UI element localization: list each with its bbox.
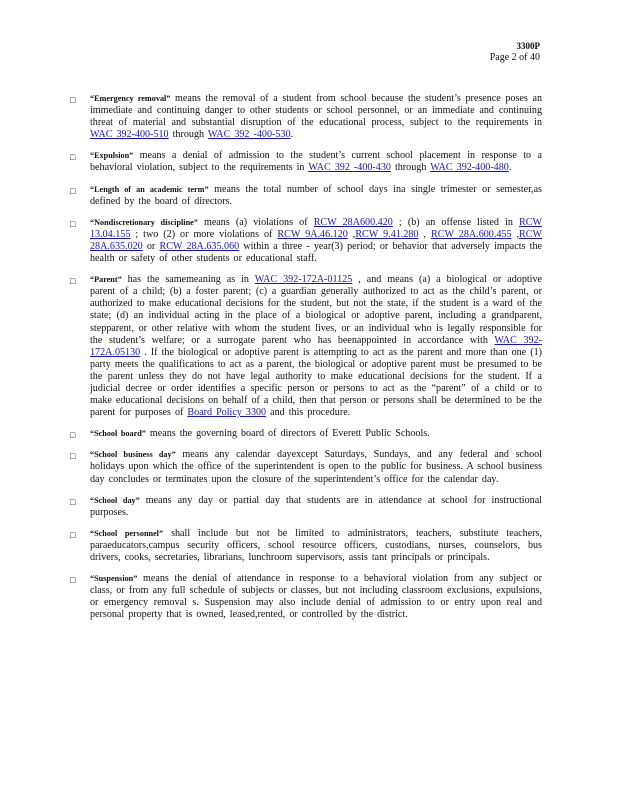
definition-text: ,: [347, 228, 356, 240]
definition-text: means any day or partial day that students are in attendance at school for instructional purposes.: [90, 494, 542, 518]
reference-link[interactable]: Board Policy 3300: [187, 407, 267, 419]
bullet-box-icon: □: [70, 276, 76, 287]
reference-link[interactable]: WAC 392-400-480: [430, 162, 509, 174]
definition-text: or: [142, 240, 160, 252]
defined-term: “Length of an academic term”: [90, 184, 209, 194]
definition-text: means (a) violations of: [197, 216, 314, 228]
definition-suspension: [70, 573, 542, 621]
definition-parent: [70, 274, 542, 419]
definition-text: ; (b) an offense listed in: [392, 216, 520, 228]
definition-text: means the denial of attendance in response to a behavioral violation from any subject or class, or from any full schedule of subjects or classes, but not including classroom exclusions, expulsions, or emergency removal s. Suspension may also include denial of admission to or entry upon real and personal property that is owned, leased,rented, or controlled by the district.: [90, 573, 542, 621]
defined-term: “Parent”: [90, 275, 122, 285]
definition-text: ,: [418, 228, 431, 240]
reference-link[interactable]: RCW 9A.46.120: [277, 228, 348, 240]
definition-emergency-removal: [70, 93, 542, 141]
definition-nondiscretionary-discipline: [70, 217, 542, 265]
bullet-box-icon: □: [70, 95, 76, 105]
definition-text: , and means (a) a biological or adoptive parent of a child; (b) a foster parent; (c) a guardian generally authorized to act as the child’s parent, or authorized to make educational decisions for the student, but not the state, if the student is a ward of the state; (d) an individual acting in the place of a biological or adoptive parent, including a grandparent, stepparent, or other relative with whom the student lives, or an individual who is legally responsible for the student’s welfare; or a surrogate parent who has beenappointed in accordance with: [90, 274, 542, 346]
defined-term: “Emergency removal”: [90, 94, 171, 103]
defined-term: “Nondiscretionary discipline”: [90, 217, 198, 227]
definition-length-of-academic-term: [70, 184, 542, 208]
reference-link[interactable]: RCW 9.41.280: [355, 228, 419, 240]
reference-link[interactable]: RCW 28A600.420: [313, 216, 393, 228]
reference-link[interactable]: WAC 392-400-510: [90, 129, 169, 141]
procedure-code: 3300P: [516, 41, 540, 51]
reference-link[interactable]: RCW 28A.635.060: [159, 240, 240, 252]
definition-school-board: [70, 428, 542, 440]
bullet-box-icon: □: [70, 529, 76, 540]
definition-text: has the samemeaning as in: [121, 274, 255, 286]
defined-term: “Expulsion”: [90, 151, 134, 161]
defined-term: “School board”: [90, 429, 146, 439]
definition-school-business-day: [70, 449, 542, 485]
definition-text: through: [390, 162, 431, 174]
bullet-box-icon: □: [70, 575, 76, 586]
definition-text: ; two (2) or more violations of: [130, 228, 278, 240]
defined-term: “Suspension”: [90, 574, 138, 584]
definition-text: means the removal of a student from school because the student’s presence poses an immediate and continuing danger to other students or school personnel, or an immediate and continuing threat of material and substantial disruption of the educational process, subject to the requirements in: [90, 93, 542, 129]
defined-term: “School business day”: [90, 450, 176, 460]
definition-text: .: [290, 129, 294, 141]
reference-link[interactable]: WAC 392 -400-430: [308, 162, 391, 174]
definition-text: ,: [511, 228, 520, 240]
reference-link[interactable]: WAC 392-172A.05130: [90, 334, 542, 358]
definition-text: through: [168, 129, 208, 141]
reference-link[interactable]: RCW 28A.635.020: [90, 228, 543, 252]
definition-school-personnel: [70, 528, 542, 564]
definition-text: means the total number of school days ina single trimester or semester,as defined by the board of directors.: [90, 183, 542, 207]
definition-school-day: [70, 495, 542, 519]
definition-text: .: [508, 162, 512, 174]
definition-text: and this procedure.: [266, 407, 351, 419]
page-header: [490, 40, 540, 64]
definition-expulsion: [70, 150, 542, 174]
definitions-list: [70, 93, 542, 630]
reference-link[interactable]: WAC 392-172A-01125: [254, 274, 353, 286]
bullet-box-icon: □: [70, 185, 76, 196]
definition-text: means a denial of admission to the student’s current school placement in response to a behavioral violation, subject to the requirements in: [90, 150, 542, 174]
definition-text: within a three - year(3) period; or behavior that adversely impacts the health or safety of other students or educational staff.: [90, 240, 542, 265]
reference-link[interactable]: RCW 28A.600.455: [430, 228, 512, 240]
bullet-box-icon: □: [70, 496, 76, 507]
definition-text: means the governing board of directors of Everett Public Schools.: [145, 428, 430, 440]
bullet-box-icon: □: [70, 152, 76, 163]
definition-text: . If the biological or adoptive parent is attempting to act as the parent and more than one (1) party meets the qualifications to act as a parent, the biological or adoptive parent must be presumed to be the parent unless they do not have legal authority to make educational decisions for the student. If a judicial decree or order identifies a specific person or persons to act as the “parent” of a child or to make educational decisions on behalf of a child, then that person or persons shall be determined to be the parent for purposes of: [90, 346, 542, 419]
reference-link[interactable]: WAC 392 -400-530: [207, 129, 291, 141]
definition-text: shall include but not be limited to administrators, teachers, substitute teachers, paraeducators,campus security officers, school resource officers, custodians, nurses, counselors, bus drivers, cooks, secretaries, librarians, lunchroom supervisors, assis tant principals or principals.: [90, 527, 542, 563]
page-number: Page 2 of 40: [489, 52, 540, 63]
defined-term: “School personnel”: [90, 528, 164, 538]
reference-link[interactable]: RCW 13.04.155: [90, 216, 543, 240]
definition-text: means any calendar dayexcept Saturdays, Sundays, and any federal and school holidays upon which the office of the superintendent is open to the public for business. A school business day concludes or terminates upon the closure of the superintendent’s office for the calendar day.: [90, 449, 542, 485]
bullet-box-icon: □: [70, 430, 76, 441]
bullet-box-icon: □: [70, 451, 76, 462]
defined-term: “School day”: [90, 495, 140, 505]
bullet-box-icon: □: [70, 218, 76, 229]
